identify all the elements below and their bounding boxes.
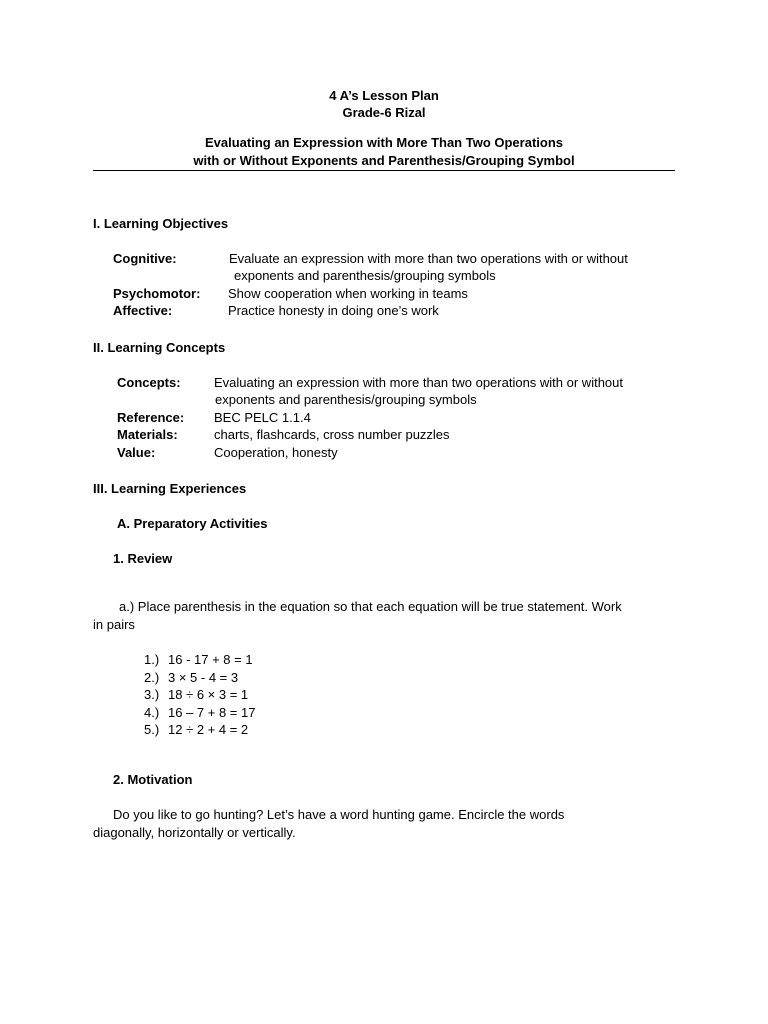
materials-value: charts, flashcards, cross number puzzles [214, 427, 450, 442]
concepts-value-line-1: Evaluating an expression with more than two operations with or without [214, 375, 623, 390]
equation-number: 1.) [144, 652, 160, 667]
list-item [144, 686, 255, 704]
equation-number: 3.) [144, 687, 160, 702]
concepts-heading: II. Learning Concepts [93, 340, 226, 355]
class-name: Grade-6 Rizal [342, 105, 426, 120]
equation-number: 2.) [144, 669, 160, 685]
equation-text: 3 × 5 - 4 = 3 [168, 669, 239, 685]
equation-number: 5.) [144, 722, 160, 737]
affective-value: Practice honesty in doing one’s work [228, 303, 439, 318]
motivation-text-line-2: diagonally, horizontally or vertically. [93, 825, 296, 840]
list-item [144, 721, 255, 739]
equation-text: 12 ÷ 2 + 4 = 2 [168, 722, 249, 737]
materials-label: Materials: [117, 427, 178, 442]
reference-value: BEC PELC 1.1.4 [214, 410, 311, 425]
review-heading: 1. Review [113, 551, 173, 566]
preparatory-heading: A. Preparatory Activities [117, 516, 268, 531]
value-label: Value: [117, 445, 156, 460]
objectives-heading: I. Learning Objectives [93, 216, 229, 231]
motivation-text-line-1: Do you like to go hunting? Let’s have a word hunting game. Encircle the words [113, 807, 565, 822]
affective-label: Affective: [113, 303, 173, 318]
concepts-value-line-2: exponents and parenthesis/grouping symbols [215, 392, 477, 407]
review-instruction-line-1: a.) Place parenthesis in the equation so that each equation will be true statement. Work [119, 599, 622, 614]
cognitive-label: Cognitive: [113, 251, 177, 266]
reference-label: Reference: [117, 410, 185, 425]
psychomotor-value: Show cooperation when working in teams [228, 286, 468, 301]
cognitive-value-line-2: exponents and parenthesis/grouping symbols [234, 268, 496, 283]
motivation-heading: 2. Motivation [113, 772, 193, 787]
topic-line-1: Evaluating an Expression with More Than Two Operations [204, 135, 564, 150]
document-title: 4 A’s Lesson Plan [329, 88, 439, 103]
cognitive-value-line-1: Evaluate an expression with more than two operations with or without [229, 251, 628, 266]
equation-text: 16 - 17 + 8 = 1 [168, 652, 253, 667]
value-value: Cooperation, honesty [214, 445, 338, 460]
list-item [144, 669, 255, 687]
topic-line-2: with or Without Exponents and Parenthesis/Grouping Symbol [193, 153, 575, 168]
equation-number: 4.) [144, 704, 160, 720]
review-instruction-line-2: in pairs [93, 617, 135, 632]
list-item [144, 651, 255, 669]
header-divider [93, 170, 675, 171]
equation-text: 18 ÷ 6 × 3 = 1 [168, 687, 249, 702]
experiences-heading: III. Learning Experiences [93, 481, 247, 496]
list-item [144, 704, 255, 722]
equation-list [144, 651, 255, 739]
equation-text: 16 – 7 + 8 = 17 [168, 704, 256, 720]
psychomotor-label: Psychomotor: [113, 286, 201, 301]
concepts-label: Concepts: [117, 375, 181, 390]
